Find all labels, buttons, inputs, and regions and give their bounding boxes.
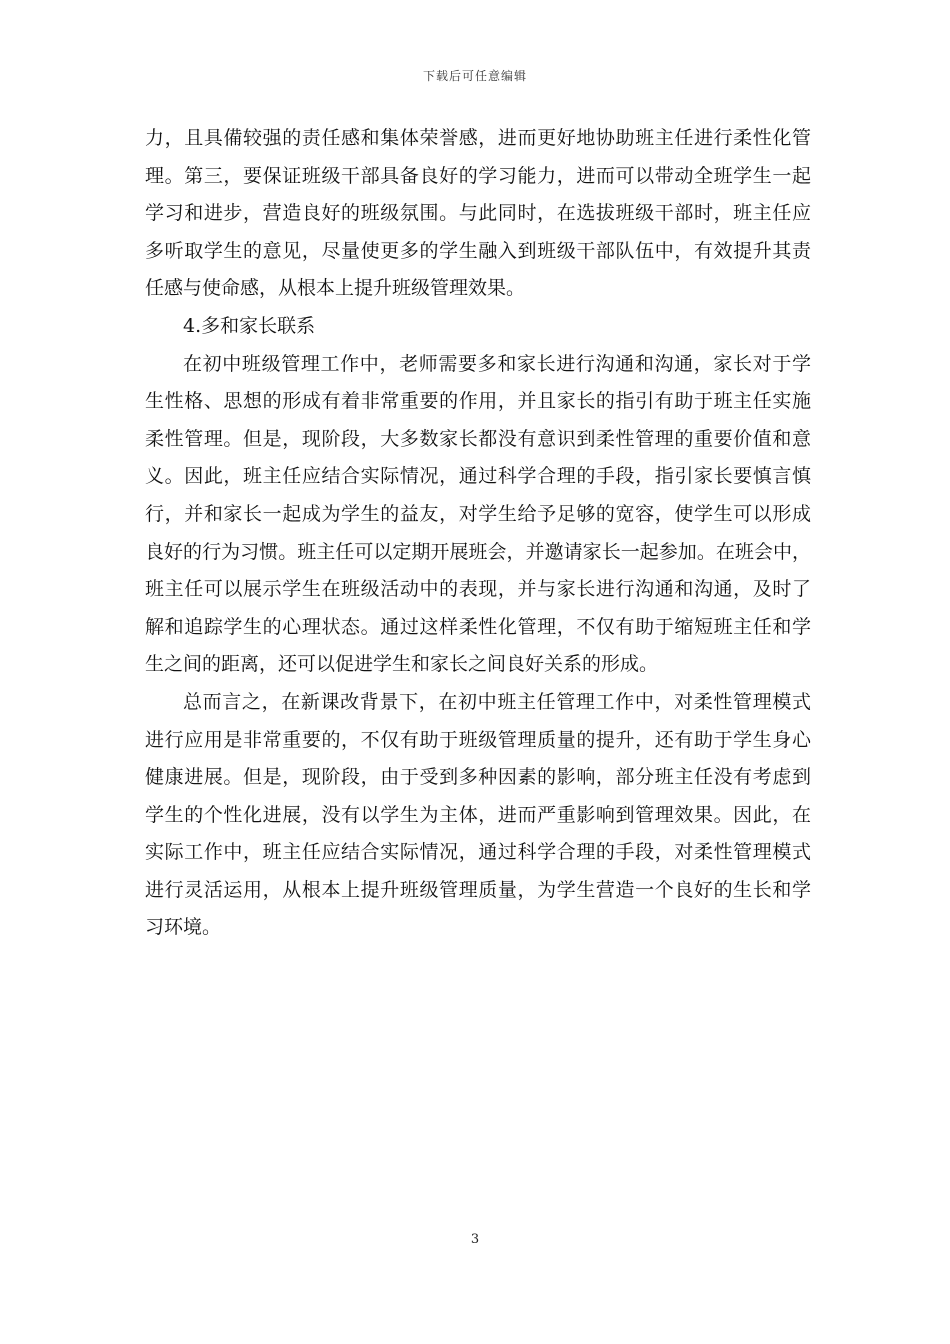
paragraph-first-line: 在初中班级管理工作中，老师需要多和家长进行沟通和沟通，家长对于学: [183, 352, 811, 375]
paragraph-first-line: 总而言之，在新课改背景下，在初中班主任管理工作中，对柔性管理模式: [183, 690, 811, 713]
body-text-line: 力，且具備较强的责任感和集体荣誉感，进而更好地协助班主任进行柔性化管: [145, 127, 811, 149]
body-text-line: 生性格、思想的形成有着非常重要的作用，并且家长的指引有助于班主任实施: [145, 390, 811, 413]
body-text-line: 义。因此，班主任应结合实际情况，通过科学合理的手段，指引家长要慎言慎: [145, 465, 811, 488]
body-text-line: 解和追踪学生的心理状态。通过这样柔性化管理，不仅有助于缩短班主任和学: [145, 615, 811, 638]
body-text-line: 柔性管理。但是，现阶段，大多数家长都没有意识到柔性管理的重要价值和意: [145, 427, 811, 450]
body-text-line: 健康进展。但是，现阶段，由于受到多种因素的影响，部分班主任没有考虑到: [145, 766, 811, 789]
body-text-line: 习环境。: [145, 916, 222, 939]
body-text-line: 学习和进步，营造良好的班级氛围。与此同时，在选拔班级干部时，班主任应: [145, 202, 811, 225]
body-text-line: 良好的行为习惯。班主任可以定期开展班会，并邀请家长一起参加。在班会中，: [145, 540, 811, 563]
body-text-line: 实际工作中，班主任应结合实际情况，通过科学合理的手段，对柔性管理模式: [145, 841, 811, 864]
body-text-line: 生之间的距离，还可以促进学生和家长之间良好关系的形成。: [145, 653, 659, 676]
body-text-line: 进行应用是非常重要的，不仅有助于班级管理质量的提升，还有助于学生身心: [145, 728, 811, 751]
body-text-line: 班主任可以展示学生在班级活动中的表现，并与家长进行沟通和沟通，及时了: [145, 578, 811, 601]
page-header: 下载后可任意编辑: [422, 69, 527, 83]
page-number: 3: [470, 1232, 480, 1247]
body-text-line: 学生的个性化进展，没有以学生为主体，进而严重影响到管理效果。因此，在: [145, 803, 811, 826]
document-body: [145, 120, 811, 947]
section-heading: 4.多和家长联系: [183, 314, 316, 337]
body-text-line: 任感与使命感，从根本上提升班级管理效果。: [145, 277, 526, 300]
body-text-line: 行，并和家长一起成为学生的益友，对学生给予足够的宽容，使学生可以形成: [145, 502, 811, 525]
body-text-line: 多听取学生的意见，尽量使更多的学生融入到班级干部队伍中，有效提升其责: [145, 239, 811, 262]
body-text-line: 进行灵活运用，从根本上提升班级管理质量，为学生营造一个良好的生长和学: [145, 878, 811, 901]
body-text-line: 理。第三，要保证班级干部具备良好的学习能力，进而可以带动全班学生一起: [145, 164, 811, 187]
